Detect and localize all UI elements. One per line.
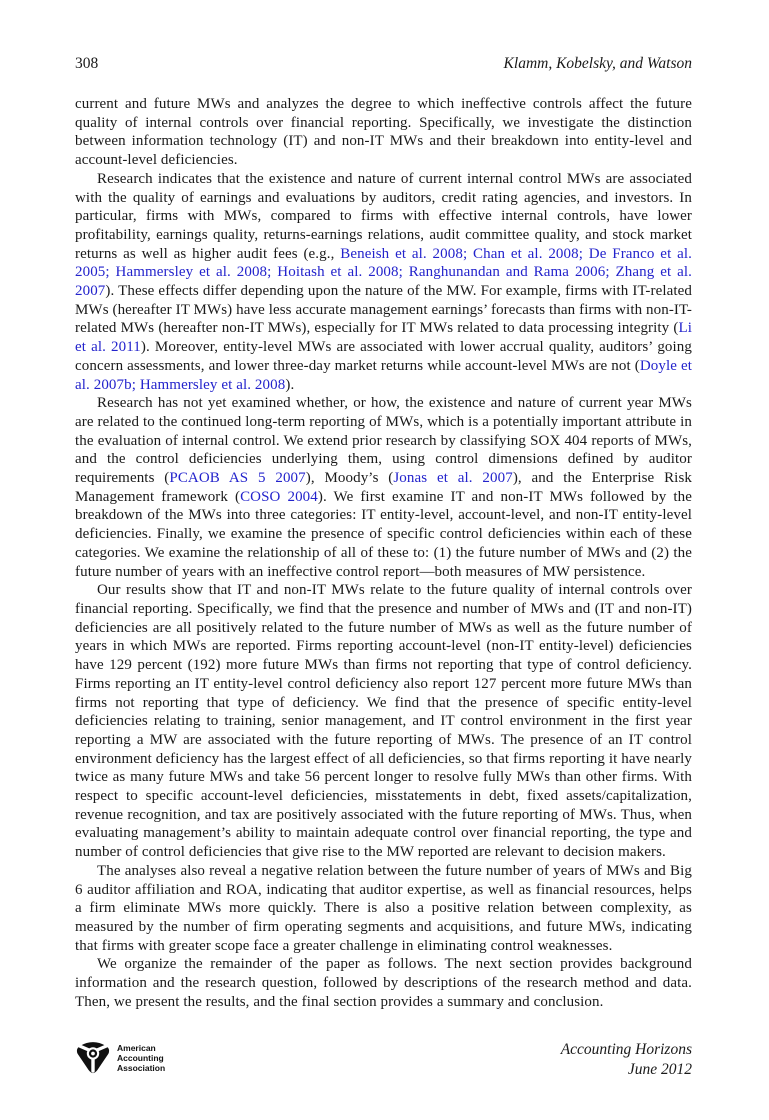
citation-link[interactable]: Doyle et al. 2007b; Hammersley et al. 2008 — [75, 357, 692, 393]
body-paragraph — [75, 95, 692, 170]
paragraph-text: ). We first examine IT and non-IT MWs followed by the breakdown of the MWs into three categories: IT entity-level, account-level, and non-IT entity-level deficiencies. Finally, we examine the presence of specific control deficiencies within each of these categories. We examine the relationship of all of these to: (1) the future number of MWs and (2) the future number of years with an ineffective control report—both measures of MW persistence. — [75, 488, 692, 580]
paragraph-text: Our results show that IT and non-IT MWs relate to the future quality of internal controls over financial reporting. Specifically, we find that the presence and number of MWs and (IT and non-IT) deficiencies are all positively related to the future number of MWs as well as the future number of years in which MWs are reported. Firms reporting account-level (non-IT entity-level) deficiencies have 129 percent (192) more future MWs than firms not reporting that type of control deficiency. Firms reporting an IT entity-level control deficiency also report 127 percent more future MWs than firms not reporting that type of deficiency. We find that the presence of specific entity-level deficiencies relating to training, senior management, and IT control environment in the first year reporting a MW are associated with the future reporting of MWs. The presence of an IT control environment deficiency has the largest effect of all deficiencies, so that firms reporting it have nearly twice as many future MWs and take 56 percent longer to resolve fully MWs than other firms. With respect to specific account-level deficiencies, misstatements in debt, fixed assets/capitalization, revenue recognition, and tax are positively associated with the future reporting of MWs. Thus, when evaluating management’s ability to maintain adequate control over financial reporting, the type and number of control deficiencies that give rise to the MW reported are relevant to decision makers. — [75, 582, 692, 861]
paragraph-text: ). — [285, 376, 295, 393]
aaa-triangle-icon — [75, 1040, 111, 1076]
paragraph-text: The analyses also reveal a negative relation between the future number of years of MWs and Big 6 auditor affiliation and ROA, indicating that auditor expertise, as well as financial resources, helps a firm eliminate MWs more quickly. There is also a positive relation between complexity, as measured by the number of firm operating segments and acquisitions, and future MWs, indicating that firms with greater scope face a greater challenge in eliminating control weaknesses. — [75, 862, 692, 954]
american-accounting-association-logo — [75, 1040, 165, 1076]
body-paragraph — [75, 862, 692, 956]
paragraph-text: ). These effects differ depending upon the nature of the MW. For example, firms with IT-related MWs (hereafter IT MWs) have less accurate management earnings’ forecasts than firms with non-IT-related MWs (hereafter non-IT MWs), especially for IT MWs related to data processing integrity ( — [75, 283, 693, 337]
paragraph-text: ), and the Enterprise Risk Management framework ( — [75, 470, 692, 505]
body-paragraph — [75, 955, 692, 1011]
running-header — [75, 55, 692, 73]
paragraph-text: Research has not yet examined whether, or how, the existence and nature of current year MWs are related to the continued long-term reporting of MWs, which is a potentially important attribute in the evaluation of internal control. We extend prior research by classifying SOX 404 reports of MWs, and the control deficiencies underlying them, using control dimensions defined by auditor requirements ( — [75, 395, 692, 487]
aaa-logo-line: Accounting — [117, 1053, 164, 1063]
citation-link[interactable]: Beneish et al. 2008; Chan et al. 2008; De Franco et al. 2005; Hammersley et al. 2008; Hoitash et al. 2008; Ranghunandan and Rama 2006; Zhang et al. 2007 — [75, 245, 692, 300]
paragraph-text: ), Moody’s ( — [305, 470, 394, 487]
body-paragraph — [75, 394, 692, 581]
paragraph-text: ). Moreover, entity-level MWs are associated with lower accrual quality, auditors’ going concern assessments, and lower three-day market returns while account-level MWs are not ( — [75, 339, 692, 374]
citation-link[interactable]: COSO 2004 — [240, 488, 318, 505]
citation-link[interactable]: PCAOB AS 5 2007 — [169, 470, 306, 487]
citation-link[interactable]: Jonas et al. 2007 — [393, 470, 513, 487]
body-paragraph — [75, 581, 692, 862]
page-number: 308 — [75, 55, 99, 72]
journal-issue: June 2012 — [627, 1061, 692, 1078]
running-title: Klamm, Kobelsky, and Watson — [503, 55, 692, 72]
aaa-logo-line: American — [117, 1043, 156, 1053]
citation-link[interactable]: Li et al. 2011 — [75, 320, 692, 356]
aaa-logo-line: Association — [117, 1063, 166, 1073]
journal-name: Accounting Horizons — [560, 1041, 692, 1058]
journal-info — [561, 1040, 692, 1080]
body-text — [75, 95, 692, 1011]
page-footer — [75, 1040, 692, 1080]
body-paragraph — [75, 170, 692, 394]
paragraph-text: We organize the remainder of the paper as follows. The next section provides background information and the research question, followed by descriptions of the research method and data. Then, we present the results, and the final section provides a summary and conclusion. — [75, 956, 692, 1010]
paragraph-text: Research indicates that the existence and nature of current internal control MWs are associated with the quality of earnings and evaluations by auditors, credit rating agencies, and investors. In particular, firms with MWs, compared to firms with effective internal controls, have lower profitability, earnings quality, returns-earnings relations, audit committee quality, and stock market returns as well as higher audit fees (e.g., — [75, 170, 692, 262]
aaa-logo-text — [117, 1043, 165, 1073]
paragraph-text: current and future MWs and analyzes the degree to which ineffective controls affect the future quality of internal controls over financial reporting. Specifically, we investigate the distinction between information technology (IT) and non-IT MWs and their breakdown into entity-level and account-level deficiencies. — [75, 96, 692, 169]
